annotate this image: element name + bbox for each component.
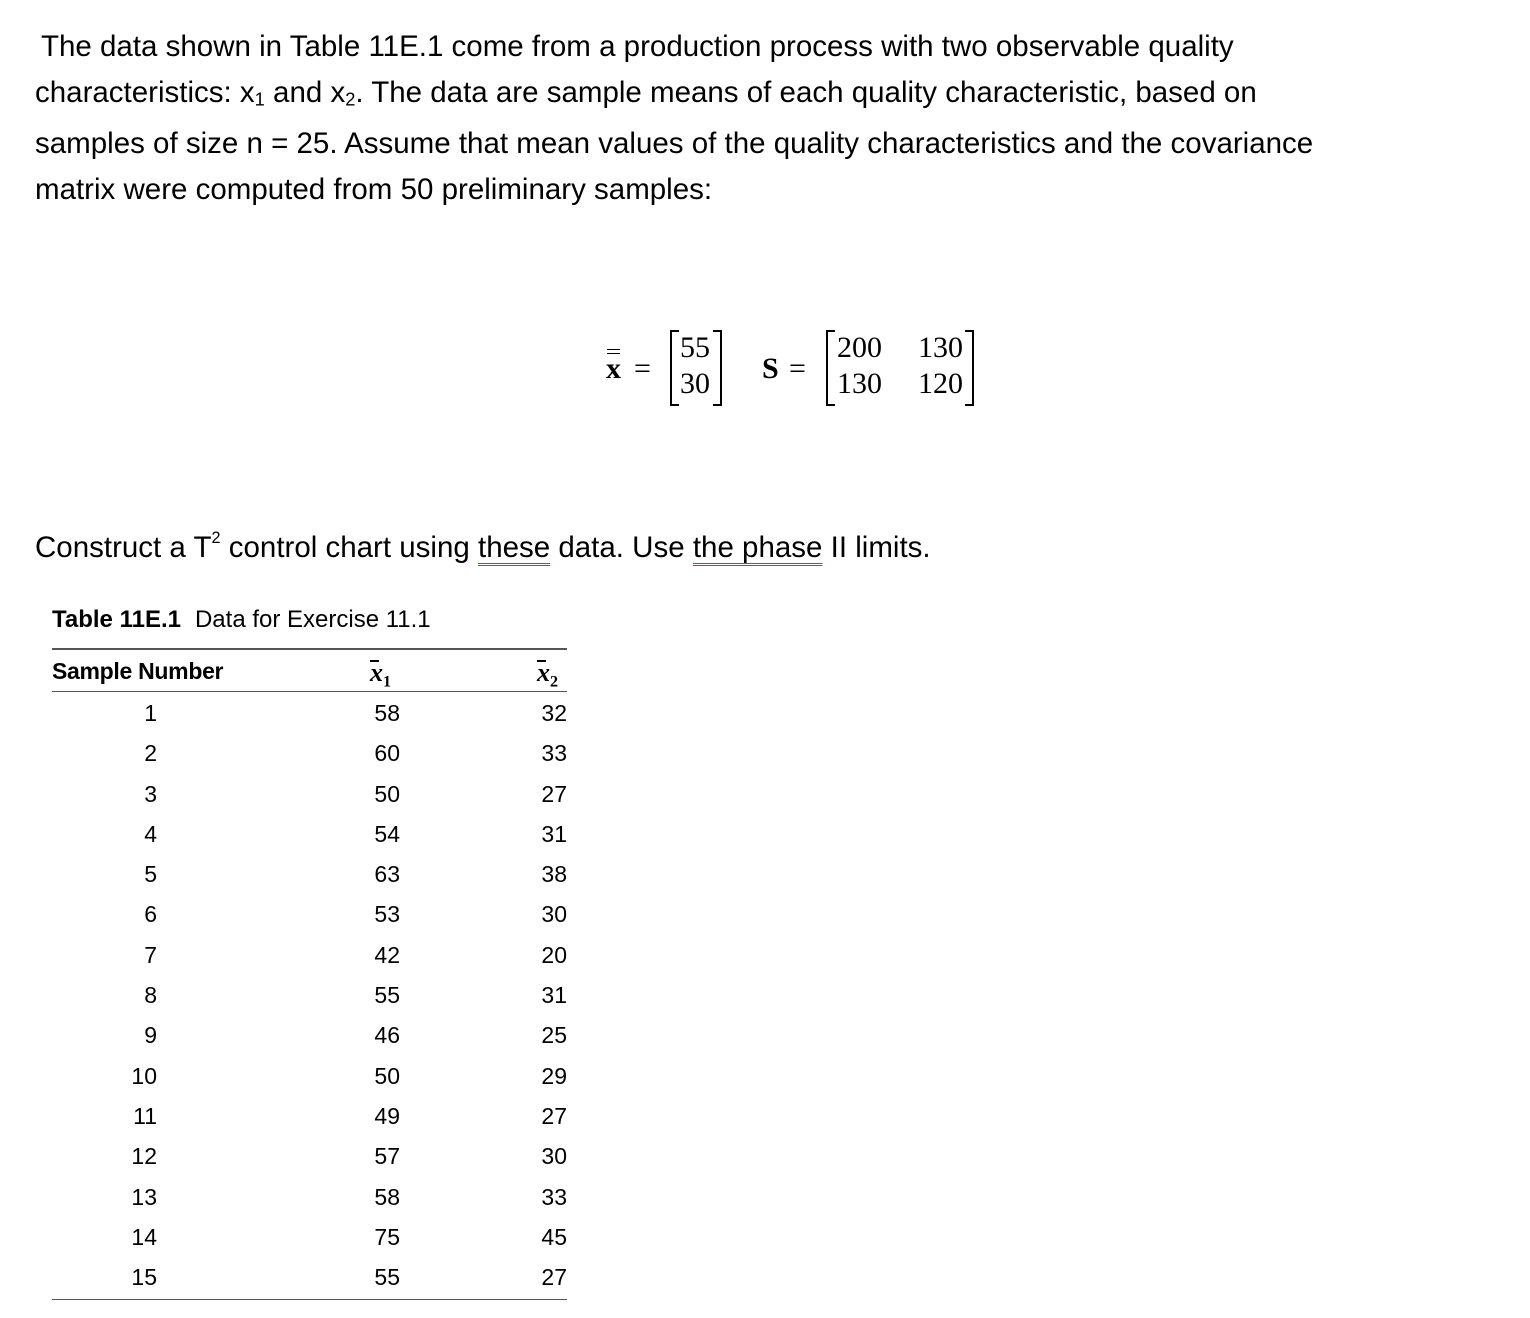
data-table [52,648,567,1300]
cell-sample-number: 15 [131,1264,157,1291]
table-body [52,692,567,1297]
cell-sample-number: 4 [144,820,157,847]
cell-x2: 30 [541,1143,567,1170]
xbar-symbol: x [606,352,621,386]
table-row [52,854,567,894]
intro-line-3: samples of size n = 25. Assume that mean values of the quality characteristics and the covariance [35,127,1314,161]
header-x2: $x_2$ [537,658,559,691]
table-row [52,693,567,733]
table-row [52,975,567,1015]
mean-vector-equation: x = 55 30 [604,330,724,410]
cell-sample-number: 6 [144,901,157,928]
cell-sample-number: 2 [144,740,157,767]
table-row [52,1015,567,1055]
cell-x2: 27 [541,1102,567,1129]
cell-x2: 30 [541,901,567,928]
cell-x1: 46 [374,1022,400,1049]
cell-x2: 31 [541,982,567,1009]
problem-statement [35,24,1505,212]
cell-sample-number: 1 [144,700,157,726]
cell-x2: 33 [541,1183,567,1210]
cell-x2: 27 [541,780,567,807]
cell-x2: 25 [541,1022,567,1049]
cell-x2: 33 [541,740,567,767]
intro-line-4: matrix were computed from 50 preliminary samples: [35,172,713,206]
cell-x1: 54 [374,820,400,847]
cell-sample-number: 13 [131,1183,157,1210]
cell-x2: 32 [541,700,567,726]
cell-x1: 58 [374,1183,400,1210]
cell-x2: 45 [541,1223,567,1250]
cell-x2: 27 [541,1264,567,1291]
cell-sample-number: 7 [144,941,157,968]
header-x1: $x_1$ [370,658,392,691]
cell-sample-number: 3 [144,780,157,807]
spellcheck-word-these[interactable]: these [478,531,551,564]
cell-x1: 50 [374,780,400,807]
question-text: Construct a $T^2$ control chart using these data. Use the phase II limits. [35,529,931,564]
intro-line-1: The data shown in Table 11E.1 come from a production process with two observable quality [41,30,1234,63]
cell-x1: 55 [374,1264,400,1291]
header-sample-number: Sample Number [52,658,224,684]
covariance-matrix: 200 130 130 120 [826,330,974,404]
cell-sample-number: 14 [131,1223,157,1250]
table-caption: Table 11E.1 Data for Exercise 11.1 [52,606,431,633]
table-row [52,894,567,934]
cell-x2: 29 [541,1062,567,1089]
table-row [52,1177,567,1217]
table-row [52,814,567,854]
mean-vector-matrix: 55 30 [670,330,722,404]
table-row [52,733,567,773]
cell-x1: 58 [374,700,400,726]
cell-x1: 75 [374,1223,400,1250]
cell-x2: 31 [541,820,567,847]
cell-sample-number: 10 [131,1062,157,1089]
table-header [52,650,567,692]
table-row [52,1096,567,1136]
covariance-matrix-equation: S = 200 130 130 120 [762,330,982,410]
spellcheck-phrase-the-phase[interactable]: the phase [692,531,823,564]
cell-sample-number: 9 [144,1022,157,1049]
table-row [52,935,567,975]
cell-x1: 57 [374,1143,400,1170]
cell-x1: 60 [374,740,400,767]
cell-x1: 53 [374,901,400,928]
cell-x1: 55 [374,982,400,1009]
cell-x2: 20 [541,941,567,968]
cell-sample-number: 12 [131,1143,157,1170]
cell-sample-number: 8 [144,982,157,1009]
intro-line-2: characteristics: x1 and x2. The data are sample means of each quality characteristic, based on [35,75,1257,109]
cell-x1: 42 [374,941,400,968]
cell-x1: 49 [374,1102,400,1129]
cell-sample-number: 5 [144,861,157,888]
cell-x1: 50 [374,1062,400,1089]
table-row [52,1136,567,1176]
cell-x1: 63 [374,861,400,888]
table-row [52,1056,567,1096]
cell-sample-number: 11 [133,1102,157,1129]
table-row [52,1217,567,1257]
table-row [52,1257,567,1297]
s-symbol: S [762,352,779,385]
table-row [52,774,567,814]
cell-x2: 38 [541,861,567,888]
